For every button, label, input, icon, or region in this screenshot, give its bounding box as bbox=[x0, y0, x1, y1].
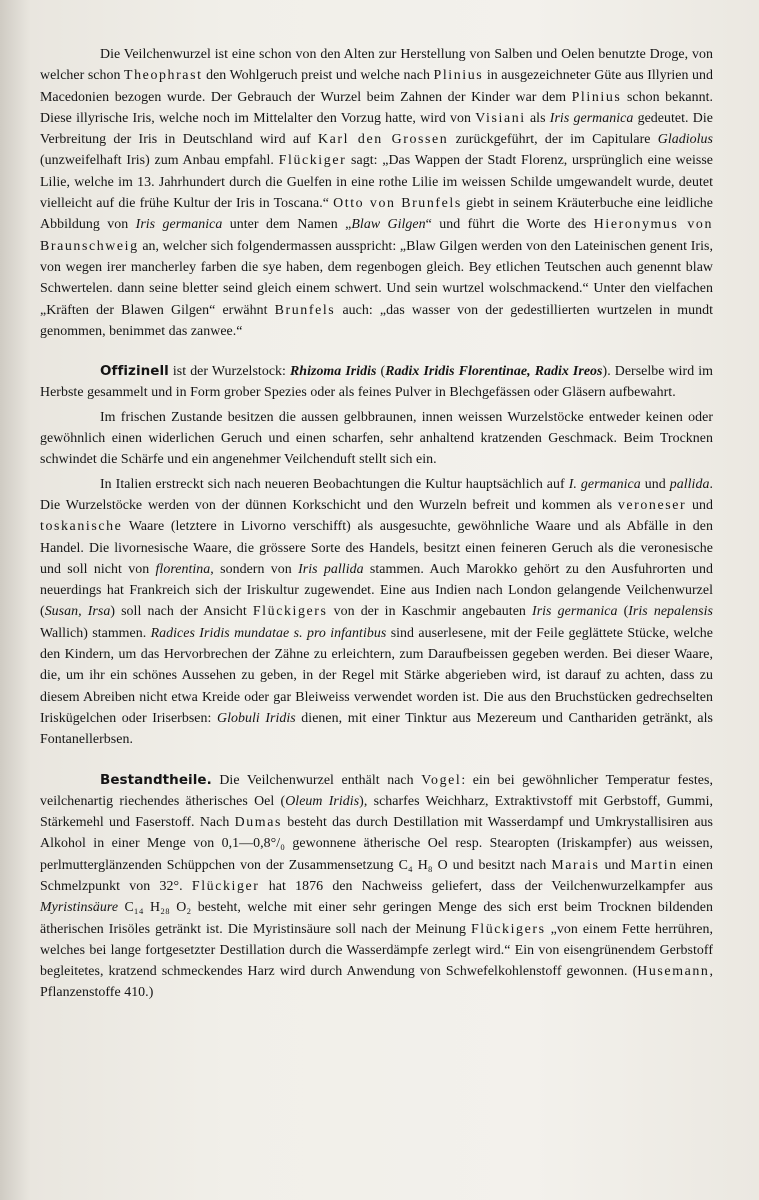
text-it: pallida bbox=[669, 476, 710, 492]
text-bold-head: Bestandtheile. bbox=[100, 771, 212, 788]
text-run: giebt in seinem Kräuterbuche eine leidliche Abbildung von bbox=[40, 196, 713, 233]
text-spaced: Theophrast bbox=[124, 68, 203, 84]
text-run: , sondern von bbox=[210, 561, 299, 577]
text-it: Blaw Gilgen bbox=[351, 217, 426, 233]
text-run: unter dem Namen „ bbox=[222, 217, 352, 233]
text-it: Iris germanica bbox=[532, 604, 618, 620]
text-run: zurückgeführt, der im Capitulare bbox=[448, 132, 658, 148]
text-run: von der in Kaschmir angebauten bbox=[327, 604, 533, 620]
text-run: “ und führt die Worte des bbox=[425, 217, 594, 233]
text-run: an, welcher sich folgendermassen ausspricht: „Blaw Gilgen werden von den Lateinischen genent Iris, von wegen irer mancherley farben die sye haben, dem regenbogen gleich. Bey etlichen Teutschen auch genennt blaw Schwertelen. dann seine bletter seind gleich einem schwert. Und sein wurtzel wolschmackend.“ Unter den vielfachen „Kräften der Blawen Gilgen“ erwähnt bbox=[40, 238, 713, 318]
text-spaced: Flückiger bbox=[278, 153, 347, 169]
text-it: Gladiolus bbox=[657, 132, 713, 148]
text-spaced: Visiani bbox=[475, 110, 526, 126]
text-run: ). Derselbe wird im Herbste gesammelt und in Form grober Spezies oder als feines Pulver in Blechgefässen oder Gläsern aufbewahrt. bbox=[40, 364, 713, 401]
body-text bbox=[40, 44, 713, 1004]
text-it: Oleum Iridis bbox=[285, 793, 360, 809]
text-spaced: Otto von Brunfels bbox=[333, 196, 462, 212]
paragraph-history bbox=[40, 44, 713, 342]
text-run: als bbox=[525, 110, 550, 126]
text-run: Wallich) stammen. bbox=[40, 625, 151, 641]
text-run: ist der Wurzelstock: bbox=[168, 364, 290, 380]
text-run: und bbox=[599, 857, 631, 873]
text-run: ( bbox=[617, 604, 629, 620]
text-run: . Die Wurzelstöcke werden von der dünnen Korkschicht und den Wurzeln befreit und kommen als bbox=[40, 476, 713, 513]
text-it: Iris nepalensis bbox=[628, 604, 713, 620]
text-run: sagt: „Das Wappen der Stadt Florenz, ursprünglich eine weisse Lilie, welche im 13. Jahrhundert durch die Guelfen in eine rothe Lilie im weissen Schilde umgewandelt wurde, deutet vielleicht auf die frühe Kultur der Iris in Toscana.“ bbox=[40, 153, 713, 212]
text-run: den Wohlgeruch preist und welche nach bbox=[202, 68, 434, 84]
text-it: Iris pallida bbox=[298, 561, 364, 577]
text-run: ( bbox=[376, 364, 386, 380]
text-bold-head: Offizinell bbox=[100, 363, 169, 380]
text-run: : ein bei gewöhnlicher Temperatur festes, veilchenartig riechendes ätherisches Oel ( bbox=[40, 772, 713, 809]
text-spaced: Flückigers bbox=[470, 921, 546, 937]
text-run: hat 1876 den Nachweiss geliefert, dass der Veilchenwurzelkampfer aus bbox=[259, 878, 713, 894]
text-bi: Rhizoma Iridis bbox=[289, 364, 377, 380]
text-spaced: Plinius bbox=[433, 68, 484, 84]
text-spaced: Marais bbox=[551, 857, 600, 873]
text-spaced: Flückigers bbox=[252, 604, 328, 620]
text-run: ) soll nach der Ansicht bbox=[110, 604, 253, 620]
text-run: auch: „das wasser von der gedestillierten wurtzelen in mundt genommen, benimmet das zanwee.“ bbox=[40, 302, 713, 339]
text-run: Waare (letztere in Livorno verschifft) als ausgesuchte, gewöhnliche Waare und als Abfälle in den Handel. Die livornesische Waare, die grössere Sorte des Handels, besitzt einen feineren Geruch als die veronesische und soll nicht von bbox=[40, 519, 713, 577]
text-spaced: veroneser bbox=[617, 497, 687, 513]
text-spaced: Hieronymus von Braunschweig bbox=[40, 217, 714, 254]
text-run: Im frischen Zustande besitzen die aussen gelbbraunen, innen weissen Wurzelstöcke entweder keinen oder gewöhnlich einen widerlichen Geruch und einen scharfen, sehr anhaltend kratzenden Geschmack. Beim Trocknen schwindet die Schärfe und ein angenehmer Veilchenduft stellt sich ein. bbox=[40, 409, 713, 468]
text-spaced: Plinius bbox=[571, 89, 622, 105]
text-spaced: Karl den Grossen bbox=[318, 132, 449, 148]
text-run: Die Veilchenwurzel ist eine schon von den Alten zur Herstellung von Salben und Oelen benutzte Droge, von welcher schon bbox=[40, 47, 713, 84]
text-run: , Pflanzenstoffe 410.) bbox=[40, 964, 713, 1001]
text-run: besteht das durch Destillation mit Wasserdampf und Umkrystallisiren aus Alkohol in einer Menge von 0,1—0,8°/₀ gewonnene ätherische Oel resp. Stearopten (Iriskampfer) aus weissen, perlmutterglänzenden Schüppchen von der Zusammensetzung C₄ H₈ O und besitzt nach bbox=[40, 815, 713, 873]
text-spaced: Brunfels bbox=[274, 302, 336, 318]
text-run: ), scharfes Weichharz, Extraktivstoff mit Gerbstoff, Gummi, Stärkemehl und Faserstoff. Nach bbox=[40, 793, 714, 831]
text-run: C₁₄ H₂₈ O₂ besteht, welche mit einer sehr geringen Menge des sich erst beim Trocknen bildenden ätherischen Irisöles getränkt ist. Die Myristinsäure soll nach der Meinung bbox=[40, 900, 713, 937]
paragraph-bestandtheile bbox=[40, 770, 713, 1004]
text-bi: Radix Iridis Florentinae, Radix Ireos bbox=[385, 364, 603, 380]
text-run: und bbox=[640, 476, 670, 492]
text-run: sind auserlesene, mit der Feile geglättete Stücke, welche den Kindern, um das Hervorbrechen der Zähne zu erleichtern, zum Daraufbeissen gegeben werden. Bei dieser Waare, die, um ihr ein schönes Aussehen zu geben, in der Regel mit Stärke abgerieben wird, ist darauf zu achten, dass zu diesem Abreiben nicht etwa Kreide oder gar Bleiweiss verwendet worden ist. Die aus den Bruchstücken gedrechselten Iriskügelchen oder Iriserbsen: bbox=[40, 625, 713, 726]
text-it: I. germanica bbox=[568, 476, 641, 492]
text-spaced: toskanische bbox=[40, 519, 123, 535]
text-it: Susan, Irsa bbox=[44, 604, 111, 620]
text-run: einen Schmelzpunkt von 32°. bbox=[40, 857, 713, 894]
text-run: stammen. Auch Marokko gehört zu den Ausfuhrorten und neuerdings hat Frankreich sich der Iriskultur zugewendet. Eine aus Indien nach London gelangende Veilchenwurzel ( bbox=[40, 561, 714, 620]
text-it: Radices Iridis mundatae s. pro infantibus bbox=[150, 625, 387, 641]
text-run: „von einem Fette herrühren, welches bei lange fortgesetzter Destillation durch die Wasserdämpfe zerlegt wird.“ Ein von eisengrünendem Gerbstoff begleitetes, kratzend schmeckendes Harz wird durch Anwendung von Schwefelkohlenstoff gewonnen. ( bbox=[40, 921, 714, 980]
text-it: Iris germanica bbox=[135, 217, 223, 233]
text-run: dienen, mit einer Tinktur aus Mezereum und Canthariden getränkt, als Fontanellerbsen. bbox=[40, 710, 713, 748]
text-run: in ausgezeichneter Güte aus Illyrien und Macedonien bezogen wurde. Der Gebrauch der Wurzel beim Zahnen der Kinder war dem bbox=[40, 68, 714, 105]
text-run: und bbox=[686, 497, 714, 513]
paragraph-offizinell bbox=[40, 361, 713, 404]
text-run: schon bekannt. Diese illyrische Iris, welche noch im Mittelalter den Vorzug hatte, wird von bbox=[40, 89, 713, 126]
text-it: Iris germanica bbox=[549, 110, 634, 126]
text-it: Globuli Iridis bbox=[216, 710, 296, 726]
text-spaced: Dumas bbox=[234, 815, 282, 831]
text-spaced: Martin bbox=[630, 857, 678, 873]
text-it: florentina bbox=[155, 561, 211, 577]
text-it: Myristinsäure bbox=[40, 900, 119, 916]
paragraph-fresh-state bbox=[40, 407, 713, 471]
text-spaced: Flückiger bbox=[191, 878, 260, 894]
text-run: In Italien erstreckt sich nach neueren Beobachtungen die Kultur hauptsächlich auf bbox=[100, 476, 569, 492]
text-run: (unzweifelhaft Iris) zum Anbau empfahl. bbox=[40, 153, 279, 169]
text-spaced: Husemann bbox=[637, 964, 710, 980]
text-run: Die Veilchenwurzel enthält nach bbox=[211, 772, 422, 788]
paragraph-italy-cultivation bbox=[40, 474, 713, 751]
text-run: gedeutet. Die Verbreitung der Iris in Deutschland wird auf bbox=[40, 110, 713, 148]
text-spaced: Vogel bbox=[421, 772, 462, 788]
